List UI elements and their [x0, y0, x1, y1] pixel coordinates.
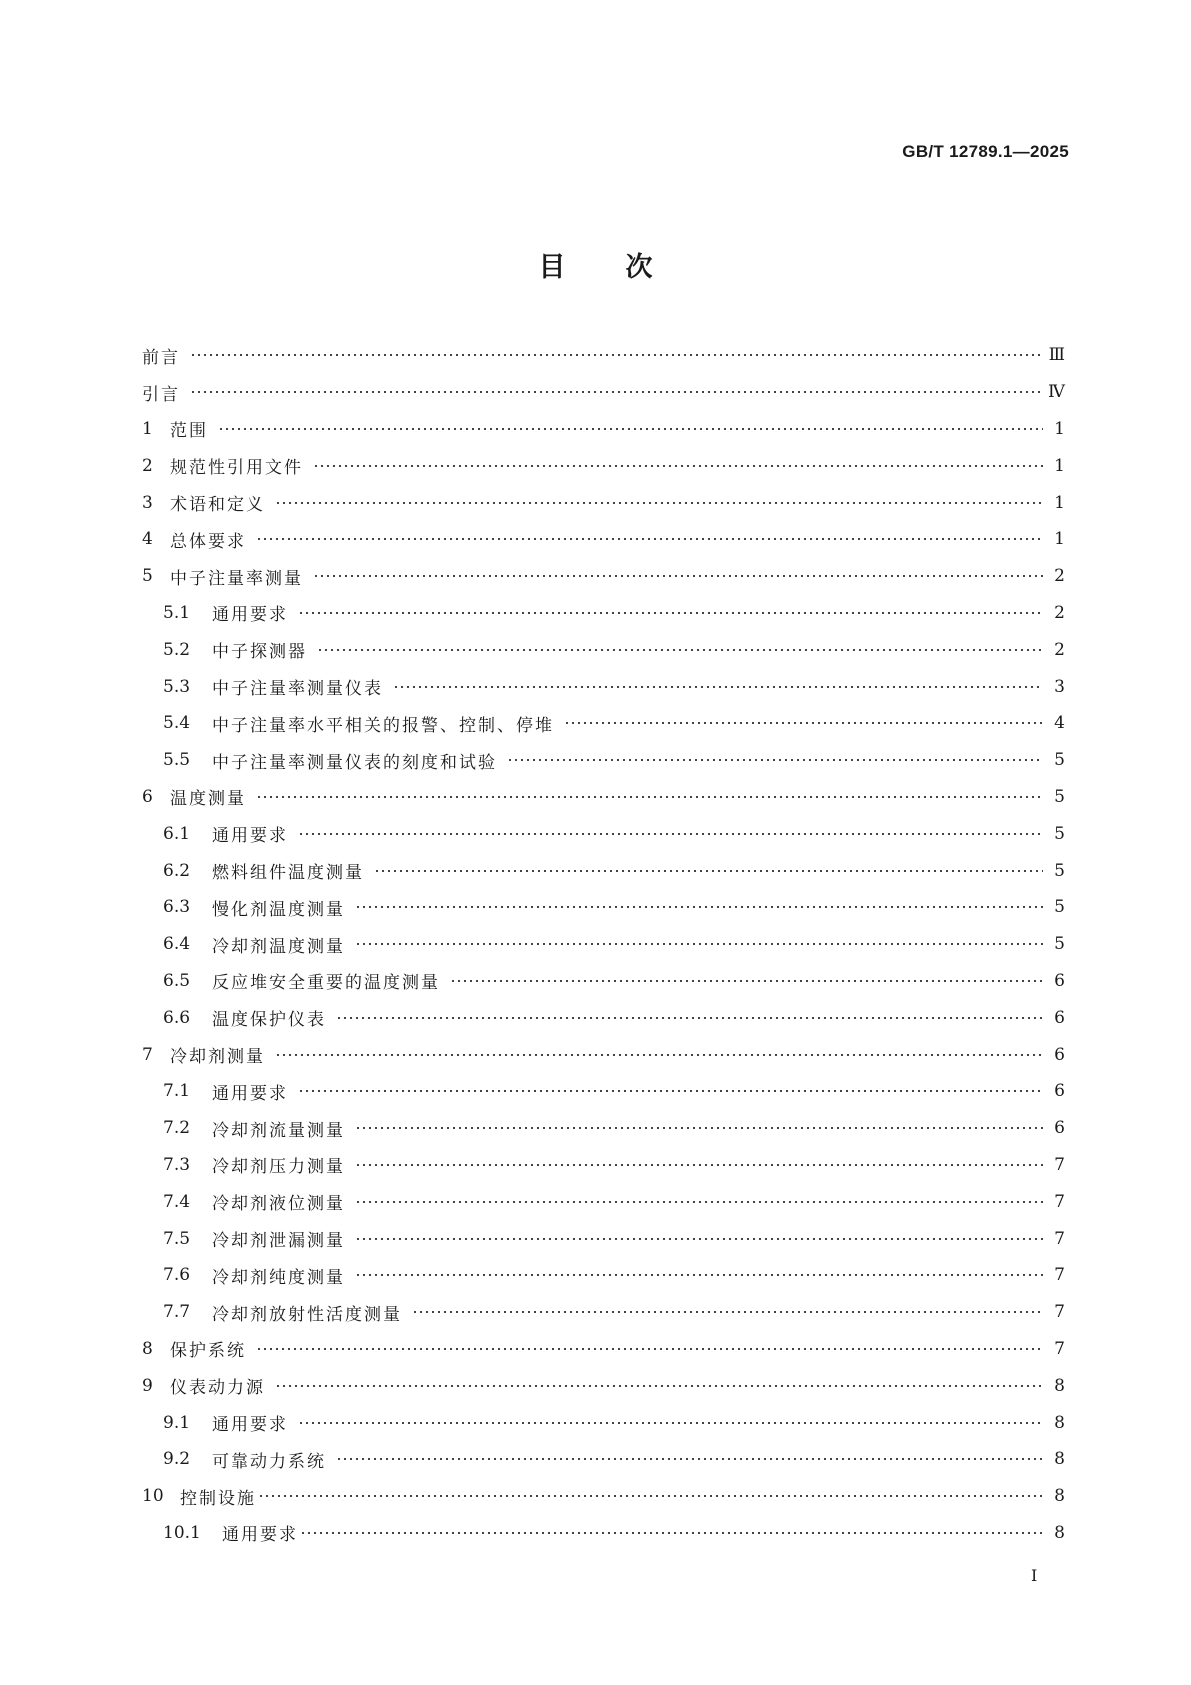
- toc-entry-label: 仪表动力源: [170, 1378, 265, 1399]
- toc-entry-number: 6.1: [163, 823, 191, 844]
- toc-entry-label: 规范性引用文件: [170, 458, 303, 479]
- toc-dot-leader: [300, 1531, 1043, 1535]
- toc-entry-number: 5.1: [163, 602, 191, 623]
- toc-dot-leader: [313, 574, 1043, 578]
- toc-entry-page: 1: [1054, 529, 1065, 550]
- toc-dot-leader: [298, 832, 1043, 836]
- toc-dot-leader: [275, 1384, 1043, 1388]
- toc-dot-leader: [190, 390, 1040, 394]
- toc-entry-number: 3: [142, 492, 153, 513]
- toc-entry-number: 7.4: [163, 1191, 191, 1212]
- toc-entry-label: 可靠动力系统: [212, 1451, 326, 1472]
- toc-entry-page: 6: [1054, 1007, 1065, 1028]
- toc-dot-leader: [298, 1421, 1043, 1425]
- toc-entry-label: 前言: [142, 347, 180, 368]
- toc-entry-number: 9.1: [163, 1412, 191, 1433]
- toc-dot-leader: [374, 869, 1043, 873]
- toc-entry-page: 2: [1054, 566, 1065, 587]
- toc-entry-number: 5.4: [163, 713, 191, 734]
- toc-entry-number: 5.3: [163, 676, 191, 697]
- toc-entry-number: 6.5: [163, 970, 191, 991]
- toc-entry-number: 6.2: [163, 860, 191, 881]
- toc-dot-leader: [355, 905, 1043, 909]
- toc-dot-leader: [218, 427, 1043, 431]
- toc-entry-number: 7.1: [163, 1081, 191, 1102]
- toc-entry-page: 5: [1054, 860, 1065, 881]
- toc-entry-page: 1: [1054, 455, 1065, 476]
- toc-dot-leader: [275, 501, 1043, 505]
- toc-entry-page: Ⅳ: [1048, 382, 1065, 403]
- toc-entry[interactable]: [142, 705, 1065, 742]
- toc-dot-leader: [355, 1200, 1043, 1204]
- toc-entry[interactable]: [142, 668, 1065, 705]
- toc-entry-page: 5: [1054, 897, 1065, 918]
- toc-entry-page: 7: [1054, 1191, 1065, 1212]
- toc-entry-number: 6.6: [163, 1007, 191, 1028]
- toc-entry-page: 7: [1054, 1265, 1065, 1286]
- toc-entry[interactable]: [142, 411, 1065, 448]
- toc-dot-leader: [313, 464, 1043, 468]
- toc-entry-label: 冷却剂液位测量: [212, 1194, 345, 1215]
- toc-entry-number: 7: [142, 1044, 153, 1065]
- toc-entry-page: Ⅲ: [1048, 345, 1065, 366]
- toc-entry-label: 冷却剂温度测量: [212, 936, 345, 957]
- toc-entry-label: 中子注量率水平相关的报警、控制、停堆: [212, 715, 554, 736]
- toc-entry[interactable]: [142, 999, 1065, 1036]
- toc-entry-page: 6: [1054, 1044, 1065, 1065]
- toc-entry-page: 3: [1054, 676, 1065, 697]
- toc-dot-leader: [258, 1494, 1043, 1498]
- toc-entry-page: 5: [1054, 934, 1065, 955]
- toc-entry[interactable]: [142, 1036, 1065, 1073]
- toc-entry-page: 8: [1054, 1522, 1065, 1543]
- toc-entry-number: 2: [142, 455, 153, 476]
- toc-dot-leader: [412, 1310, 1043, 1314]
- toc-entry[interactable]: [142, 595, 1065, 632]
- toc-entry-label: 冷却剂压力测量: [212, 1157, 345, 1178]
- standard-number: GB/T 12789.1—2025: [902, 142, 1069, 161]
- toc-entry-label: 冷却剂流量测量: [212, 1120, 345, 1141]
- toc-entry[interactable]: [142, 1515, 1065, 1552]
- toc-dot-leader: [275, 1053, 1043, 1057]
- toc-entry[interactable]: [142, 1220, 1065, 1257]
- toc-entry-number: 5.5: [163, 750, 191, 771]
- toc-entry[interactable]: [142, 815, 1065, 852]
- toc-entry[interactable]: [142, 852, 1065, 889]
- toc-entry-label: 中子注量率测量仪表: [212, 679, 383, 700]
- toc-dot-leader: [355, 1163, 1043, 1167]
- toc-dot-leader: [298, 611, 1043, 615]
- toc-dot-leader: [317, 648, 1043, 652]
- toc-entry[interactable]: [142, 1294, 1065, 1331]
- toc-entry-page: 1: [1054, 418, 1065, 439]
- toc-entry-number: 6.4: [163, 934, 191, 955]
- toc-entry-page: 8: [1054, 1449, 1065, 1470]
- toc-entry-page: 5: [1054, 786, 1065, 807]
- toc-entry-label: 通用要求: [222, 1525, 298, 1546]
- toc-entry-page: 7: [1054, 1154, 1065, 1175]
- toc-entry[interactable]: [142, 1110, 1065, 1147]
- toc-entry-number: 4: [142, 529, 153, 550]
- toc-entry[interactable]: [142, 926, 1065, 963]
- toc-entry-page: 8: [1054, 1375, 1065, 1396]
- toc-entry-page: 8: [1054, 1412, 1065, 1433]
- toc-entry-number: 10: [142, 1486, 164, 1507]
- toc-dot-leader: [190, 353, 1041, 357]
- toc-entry-number: 8: [142, 1338, 153, 1359]
- toc-dot-leader: [336, 1457, 1043, 1461]
- toc-entry-number: 9.2: [163, 1449, 191, 1470]
- toc-entry[interactable]: [142, 1404, 1065, 1441]
- toc-entry[interactable]: [142, 742, 1065, 779]
- toc-entry-page: 7: [1054, 1302, 1065, 1323]
- toc-entry-number: 7.3: [163, 1154, 191, 1175]
- page-title: 目次: [538, 252, 713, 283]
- toc-entry[interactable]: [142, 1367, 1065, 1404]
- footer-page-number: I: [1031, 1566, 1038, 1585]
- toc-dot-leader: [507, 758, 1043, 762]
- toc-entry-label: 总体要求: [170, 531, 246, 552]
- toc-entry-page: 6: [1054, 970, 1065, 991]
- toc-entry-label: 引言: [142, 384, 180, 405]
- toc-entry-page: 6: [1054, 1118, 1065, 1139]
- toc-entry-label: 冷却剂放射性活度测量: [212, 1304, 402, 1325]
- toc-dot-leader: [298, 1089, 1043, 1093]
- toc-dot-leader: [564, 721, 1043, 725]
- toc-entry-label: 通用要求: [212, 605, 288, 626]
- toc-entry-page: 6: [1054, 1081, 1065, 1102]
- toc-entry-page: 2: [1054, 602, 1065, 623]
- toc-dot-leader: [355, 942, 1043, 946]
- toc-dot-leader: [450, 979, 1043, 983]
- toc-entry-number: 6.3: [163, 897, 191, 918]
- toc-entry-label: 通用要求: [212, 1083, 288, 1104]
- toc-entry-label: 范围: [170, 421, 208, 442]
- toc-dot-leader: [355, 1237, 1043, 1241]
- toc-entry[interactable]: [142, 779, 1065, 816]
- toc-entry-label: 温度保护仪表: [212, 1010, 326, 1031]
- toc-entry-label: 术语和定义: [170, 495, 265, 516]
- toc-dot-leader: [256, 795, 1043, 799]
- toc-entry-page: 5: [1054, 750, 1065, 771]
- toc-entry-number: 5: [142, 566, 153, 587]
- toc-entry-number: 7.5: [163, 1228, 191, 1249]
- toc-entry[interactable]: [142, 1478, 1065, 1515]
- toc-entry-page: 7: [1054, 1338, 1065, 1359]
- toc-entry-number: 7.7: [163, 1302, 191, 1323]
- toc-entry-page: 8: [1054, 1486, 1065, 1507]
- toc-entry-label: 通用要求: [212, 1415, 288, 1435]
- toc-entry[interactable]: [142, 1073, 1065, 1110]
- toc-entry[interactable]: [142, 558, 1065, 595]
- toc-dot-leader: [256, 537, 1043, 541]
- toc-entry[interactable]: [142, 337, 1065, 374]
- toc-entry-label: 冷却剂测量: [170, 1047, 265, 1068]
- toc-entry-number: 6: [142, 786, 153, 807]
- toc-entry-label: 保护系统: [170, 1341, 246, 1362]
- toc-dot-leader: [393, 685, 1043, 689]
- toc-entry-label: 冷却剂纯度测量: [212, 1267, 345, 1288]
- toc-entry-label: 中子注量率测量仪表的刻度和试验: [212, 752, 497, 773]
- toc-entry-number: 10.1: [163, 1522, 201, 1543]
- toc-entry-label: 控制设施: [180, 1488, 256, 1509]
- toc-entry-label: 中子注量率测量: [170, 568, 303, 589]
- toc-dot-leader: [355, 1273, 1043, 1277]
- toc-entry-label: 反应堆安全重要的温度测量: [212, 973, 440, 994]
- toc-entry-page: 1: [1054, 492, 1065, 513]
- toc-entry-page: 4: [1054, 713, 1065, 734]
- toc-entry-label: 慢化剂温度测量: [212, 899, 345, 920]
- toc-entry-label: 中子探测器: [212, 642, 307, 663]
- toc-entry-label: 燃料组件温度测量: [212, 863, 364, 884]
- toc-entry[interactable]: [142, 1257, 1065, 1294]
- toc-entry-number: 7.6: [163, 1265, 191, 1286]
- toc-entry-page: 2: [1054, 639, 1065, 660]
- toc-entry[interactable]: [142, 447, 1065, 484]
- toc-entry-number: 5.2: [163, 639, 191, 660]
- toc-entry-page: 7: [1054, 1228, 1065, 1249]
- toc-entry-number: 1: [142, 418, 153, 439]
- toc-entry-number: 7.2: [163, 1118, 191, 1139]
- toc-entry[interactable]: [142, 521, 1065, 558]
- toc-entry[interactable]: [142, 963, 1065, 1000]
- toc-entry[interactable]: [142, 631, 1065, 668]
- toc-entry[interactable]: [142, 1331, 1065, 1368]
- toc-entry-number: 9: [142, 1375, 153, 1396]
- toc-entry[interactable]: [142, 1441, 1065, 1478]
- toc-entry-label: 通用要求: [212, 826, 288, 847]
- toc-entry-label: 冷却剂泄漏测量: [212, 1231, 345, 1252]
- table-of-contents: [142, 337, 1065, 1551]
- toc-dot-leader: [355, 1126, 1043, 1130]
- toc-entry[interactable]: [142, 1147, 1065, 1184]
- toc-dot-leader: [336, 1016, 1043, 1020]
- toc-entry-page: 5: [1054, 823, 1065, 844]
- toc-entry[interactable]: [142, 484, 1065, 521]
- toc-entry-label: 温度测量: [170, 789, 246, 810]
- toc-entry[interactable]: [142, 1183, 1065, 1220]
- toc-entry[interactable]: [142, 889, 1065, 926]
- toc-dot-leader: [256, 1347, 1043, 1351]
- toc-entry[interactable]: [142, 374, 1065, 411]
